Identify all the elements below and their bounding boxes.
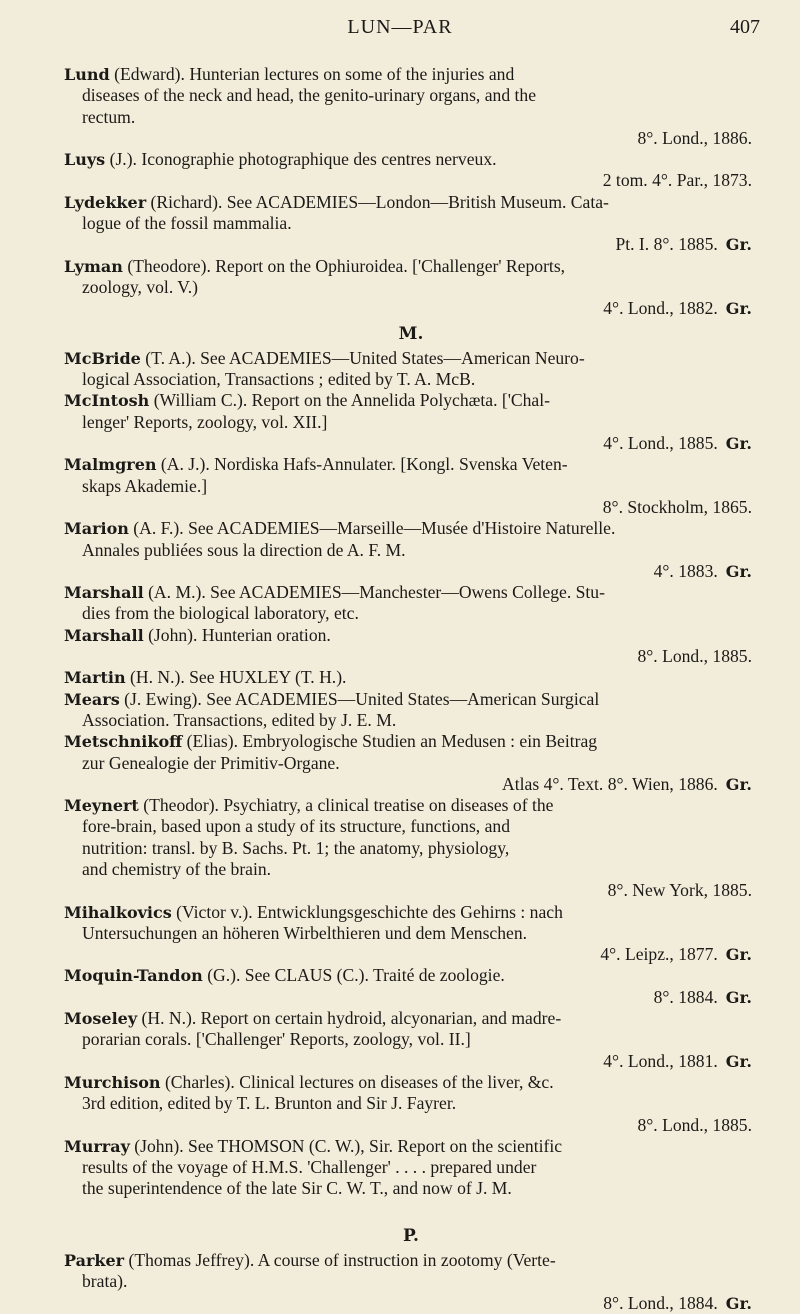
entry-imprint-text: 8°. Lond., 1885. (637, 646, 752, 667)
entry-author-name: Martin (64, 668, 126, 688)
catalogue-entry (64, 902, 758, 966)
entry-text: (A. F.). See ACADEMIES—Marseille—Musée d'Histoire Naturelle. (133, 518, 616, 539)
entry-imprint (82, 774, 758, 795)
entry-imprint-text: 8°. Stockholm, 1865. (602, 496, 752, 517)
entry-line (64, 582, 758, 603)
entry-text: diseases of the neck and head, the genito-urinary organs, and the (82, 85, 537, 106)
entry-author-name: Mihalkovics (64, 902, 172, 922)
entry-line (64, 454, 758, 475)
catalogue-entry (64, 149, 758, 192)
entry-text: (John). Hunterian oration. (148, 624, 331, 645)
entry-text: (William C.). Report on the Annelida Polychæta. ['Chal- (153, 390, 550, 411)
entry-text: (Thomas Jeffrey). A course of instruction in zootomy (Verte- (128, 1250, 556, 1271)
entry-imprint-text: 4°. 1883. (653, 560, 718, 581)
running-head (0, 4, 800, 44)
entry-text: (T. A.). See ACADEMIES—United States—American Neuro- (145, 347, 585, 368)
section-gap (64, 1200, 758, 1222)
entry-imprint (82, 1115, 758, 1136)
entry-imprint (82, 880, 758, 901)
entry-line (64, 1250, 758, 1271)
entry-line (64, 518, 758, 539)
entry-line (82, 85, 758, 106)
entry-imprint-text: Atlas 4°. Text. 8°. Wien, 1886. (502, 773, 718, 794)
entry-line (82, 838, 758, 859)
catalogue-entry (64, 518, 758, 582)
entry-line (82, 412, 758, 433)
entry-text: results of the voyage of H.M.S. 'Challenger' . . . . prepared under (82, 1157, 537, 1178)
catalogue-entry (64, 1072, 758, 1136)
entry-author-name: Marshall (64, 625, 144, 645)
entry-author-name: Marshall (64, 583, 144, 603)
catalogue-entry (64, 1008, 758, 1072)
entry-line (82, 1271, 758, 1292)
entry-author-name: Malmgren (64, 455, 157, 475)
entry-line (64, 149, 758, 170)
section-heading-m: M. (398, 323, 424, 344)
entry-text: Association. Transactions, edited by J. E. M. (82, 709, 397, 730)
catalogue-entry (64, 795, 758, 901)
catalogue-entry (64, 1136, 758, 1200)
entry-author-name: Marion (64, 519, 129, 539)
entry-location-mark: Gr. (725, 987, 752, 1007)
entry-imprint-text: 4°. Lond., 1881. (603, 1050, 718, 1071)
page-number: 407 (730, 16, 760, 38)
entry-text: (Edward). Hunterian lectures on some of the injuries and (114, 64, 515, 84)
entry-author-name: Moseley (64, 1009, 138, 1029)
entry-line (82, 277, 758, 298)
entry-line (82, 816, 758, 837)
entry-text: (John). See THOMSON (C. W.), Sir. Report on the scientific (134, 1135, 563, 1156)
entry-text: the superintendence of the late Sir C. W. T., and now of J. M. (82, 1178, 512, 1199)
entry-imprint (82, 170, 758, 191)
entry-location-mark: Gr. (725, 299, 752, 319)
catalogue-entry (64, 731, 758, 795)
entry-line (82, 710, 758, 731)
entry-line (82, 1029, 758, 1050)
running-title: LUN—PAR (347, 16, 453, 38)
entry-text: and chemistry of the brain. (82, 858, 272, 879)
catalogue-entry (64, 390, 758, 454)
entry-author-name: Murray (64, 1136, 130, 1156)
entry-line (82, 753, 758, 774)
entry-author-name: Moquin-Tandon (64, 966, 203, 986)
entry-imprint (82, 497, 758, 518)
entry-line (82, 1093, 758, 1114)
catalogue-entry (64, 625, 758, 668)
entry-text: (Elias). Embryologische Studien an Medusen : ein Beitrag (186, 731, 598, 752)
entry-location-mark: Gr. (725, 561, 752, 581)
entry-line (64, 191, 758, 213)
entry-text: skaps Akademie.] (82, 475, 208, 496)
body-text (64, 64, 758, 1314)
entry-author-name: Mears (64, 689, 120, 709)
entry-imprint-text: 2 tom. 4°. Par., 1873. (602, 170, 752, 191)
entry-imprint-text: 8°. New York, 1885. (607, 880, 752, 901)
entry-text: brata). (82, 1271, 128, 1292)
entries-p-group (64, 1250, 758, 1314)
entry-text: (H. N.). See HUXLEY (T. H.). (130, 667, 347, 688)
entry-text: (J.). Iconographie photographique des centres nerveux. (109, 149, 497, 170)
entry-text: (Charles). Clinical lectures on diseases of the liver, &c. (164, 1071, 554, 1092)
entry-author-name: McIntosh (64, 391, 150, 411)
entry-imprint (82, 646, 758, 667)
catalogue-entry (64, 454, 758, 518)
entry-author-name: Luys (64, 150, 106, 170)
entry-imprint (82, 944, 758, 965)
catalogue-entry (64, 667, 758, 688)
catalogue-entry (64, 965, 758, 1008)
entry-imprint-text: Pt. I. 8°. 1885. (615, 234, 718, 255)
entry-line (82, 859, 758, 880)
entry-author-name: Lund (64, 65, 110, 84)
entry-line (64, 1071, 758, 1093)
entry-line (64, 965, 758, 986)
entry-text: (J. Ewing). See ACADEMIES—United States—American Surgical (124, 688, 600, 709)
entry-author-name: Parker (64, 1251, 125, 1271)
entry-line (82, 1157, 758, 1178)
entry-location-mark: Gr. (725, 235, 752, 255)
catalogue-entry (64, 256, 758, 320)
entry-text: dies from the biological laboratory, etc. (82, 603, 359, 624)
entry-imprint (82, 234, 758, 255)
catalogue-entry (64, 64, 758, 149)
entry-line (64, 390, 758, 411)
entry-location-mark: Gr. (725, 1051, 752, 1071)
entry-line (82, 369, 758, 390)
entry-author-name: Meynert (64, 796, 139, 816)
entry-text: zoology, vol. V.) (82, 276, 198, 297)
entry-location-mark: Gr. (725, 945, 752, 965)
entry-text: zur Genealogie der Primitiv-Organe. (82, 752, 340, 773)
entry-line (64, 901, 758, 923)
entry-line (64, 667, 758, 688)
entry-line (82, 603, 758, 624)
entries-l-group (64, 64, 758, 320)
entry-imprint-text: 8°. Lond., 1886. (637, 127, 752, 148)
entry-text: nutrition: transl. by B. Sachs. Pt. 1; the anatomy, physiology, (82, 837, 510, 858)
entry-line (64, 688, 758, 710)
entry-imprint (82, 561, 758, 582)
entry-line (64, 64, 758, 85)
catalogue-entry (64, 1250, 758, 1314)
entry-imprint (82, 298, 758, 319)
entry-author-name: Lydekker (64, 192, 147, 212)
entry-line (64, 624, 758, 646)
entry-imprint (82, 987, 758, 1008)
entry-line (64, 1008, 758, 1029)
entry-line (82, 213, 758, 234)
entry-imprint (82, 1293, 758, 1314)
entry-line (64, 795, 758, 816)
section-heading-p: P. (403, 1225, 419, 1246)
entry-text: (Theodore). Report on the Ophiuroidea. ['Challenger' Reports, (127, 255, 566, 276)
entry-text: logue of the fossil mammalia. (82, 213, 292, 234)
entry-text: fore-brain, based upon a study of its structure, functions, and (82, 816, 511, 837)
entry-imprint-text: 8°. Lond., 1885. (637, 1114, 752, 1135)
entry-text: 3rd edition, edited by T. L. Brunton and Sir J. Fayrer. (82, 1093, 457, 1114)
entry-author-name: Metschnikoff (64, 732, 183, 752)
entry-text: (Theodor). Psychiatry, a clinical treatise on diseases of the (143, 795, 554, 816)
entry-author-name: Murchison (64, 1072, 161, 1092)
entry-imprint-text: 4°. Lond., 1882. (603, 298, 718, 319)
entry-imprint-text: 4°. Lond., 1885. (603, 433, 718, 454)
entry-location-mark: Gr. (725, 434, 752, 454)
entry-line (82, 540, 758, 561)
catalogue-entry (64, 348, 758, 391)
entry-text: (Victor v.). Entwicklungsgeschichte des Gehirns : nach (176, 901, 563, 922)
catalogue-entry (64, 192, 758, 256)
entry-text: porarian corals. ['Challenger' Reports, zoology, vol. II.] (82, 1029, 471, 1050)
entry-imprint (82, 433, 758, 454)
entry-imprint-text: 8°. Lond., 1884. (603, 1292, 718, 1313)
entry-text: (H. N.). Report on certain hydroid, alcyonarian, and madre- (141, 1008, 562, 1029)
catalogue-entry (64, 582, 758, 625)
entry-imprint (82, 128, 758, 149)
entry-line (82, 1178, 758, 1199)
entry-line (64, 255, 758, 277)
entry-text: (A. J.). Nordiska Hafs-Annulater. [Kongl. Svenska Veten- (160, 454, 568, 475)
catalogue-entry (64, 689, 758, 732)
entry-author-name: Lyman (64, 256, 123, 276)
entry-line (64, 731, 758, 752)
entry-location-mark: Gr. (725, 774, 752, 794)
entry-line (82, 107, 758, 128)
entry-author-name: McBride (64, 348, 141, 368)
entry-imprint-text: 4°. Leipz., 1877. (600, 944, 718, 965)
entry-text: rectum. (82, 106, 136, 127)
entry-line (64, 1135, 758, 1157)
entry-imprint-text: 8°. 1884. (653, 986, 718, 1007)
entries-m-group (64, 348, 758, 1200)
entry-text: Untersuchungen an höheren Wirbelthieren und dem Menschen. (82, 922, 528, 943)
entry-text: logical Association, Transactions ; edited by T. A. McB. (82, 369, 476, 390)
entry-text: (G.). See CLAUS (C.). Traité de zoologie. (207, 965, 505, 986)
entry-imprint (82, 1051, 758, 1072)
entry-text: (Richard). See ACADEMIES—London—British Museum. Cata- (150, 191, 609, 212)
entry-location-mark: Gr. (725, 1293, 752, 1313)
entry-text: lenger' Reports, zoology, vol. XII.] (82, 411, 328, 432)
entry-text: Annales publiées sous la direction de A. F. M. (82, 539, 406, 560)
entry-line (64, 347, 758, 369)
entry-text: (A. M.). See ACADEMIES—Manchester—Owens College. Stu- (148, 582, 605, 603)
entry-line (82, 923, 758, 944)
entry-line (82, 476, 758, 497)
